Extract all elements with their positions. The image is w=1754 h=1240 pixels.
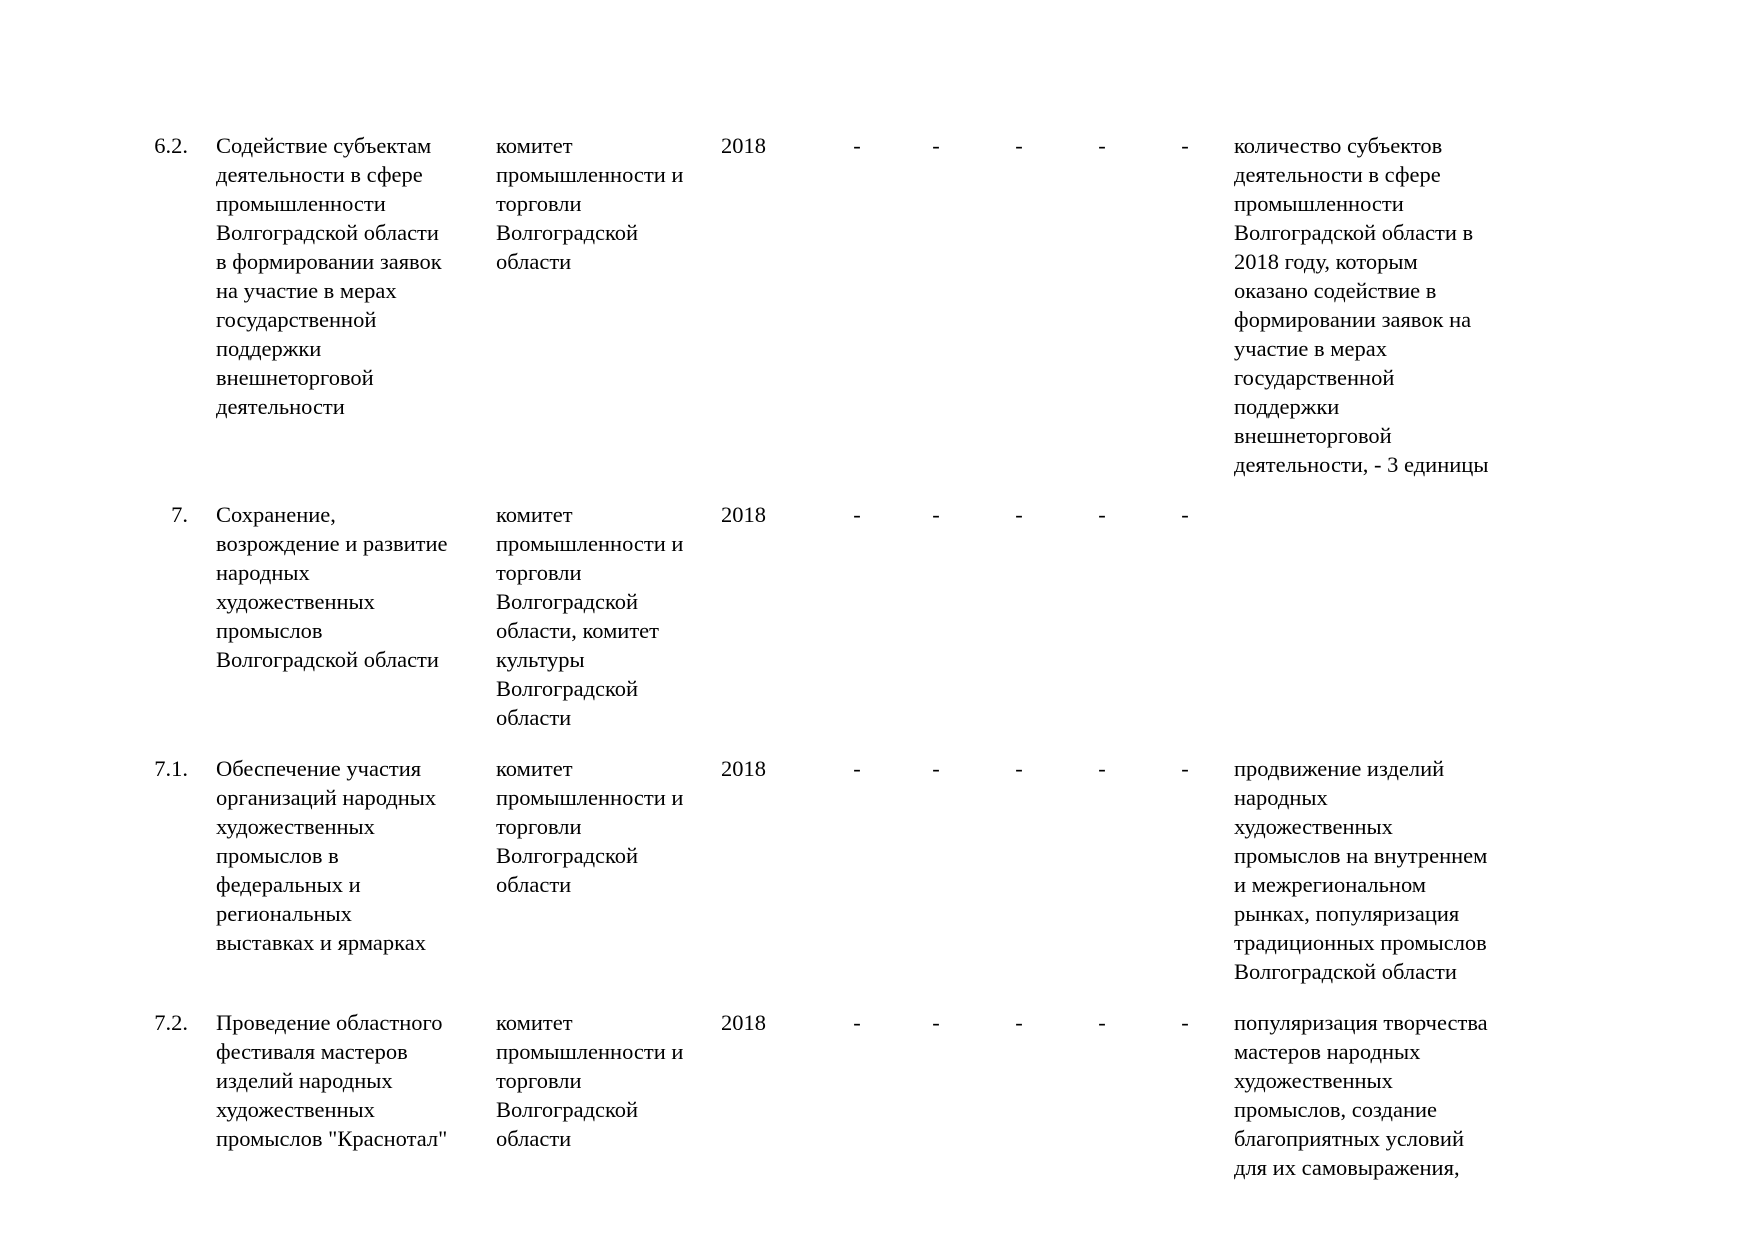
year: 2018 (721, 756, 766, 781)
responsible-organization: комитет промышленности и торговли Волгоградской области (496, 756, 684, 897)
funding-value: - (932, 1010, 940, 1035)
funding-value: - (932, 133, 940, 158)
item-number: 7. (171, 502, 188, 527)
item-number: 6.2. (154, 133, 188, 158)
funding-value: - (1015, 756, 1023, 781)
funding-value: - (1015, 1010, 1023, 1035)
funding-value: - (1015, 133, 1023, 158)
funding-value: - (1181, 756, 1189, 781)
item-number: 7.1. (154, 756, 188, 781)
item-name: Сохранение, возрождение и развитие народных художественных промыслов Волгоградской области (216, 502, 448, 672)
funding-value: - (1181, 1010, 1189, 1035)
funding-value: - (1098, 1010, 1106, 1035)
funding-value: - (853, 1010, 861, 1035)
funding-value: - (1098, 502, 1106, 527)
responsible-organization: комитет промышленности и торговли Волгоградской области, комитет культуры Волгоградской области (496, 502, 684, 730)
expected-result: популяризация творчества мастеров народных художественных промыслов, создание благоприятных условий для их самовыражения, (1234, 1010, 1488, 1180)
responsible-organization: комитет промышленности и торговли Волгоградской области (496, 1010, 684, 1151)
funding-value: - (853, 502, 861, 527)
funding-value: - (932, 502, 940, 527)
funding-value: - (1098, 133, 1106, 158)
item-name: Содействие субъектам деятельности в сфере промышленности Волгоградской области в формировании заявок на участие в мерах государственной поддержки внешнеторговой деятельности (216, 133, 442, 419)
funding-value: - (853, 133, 861, 158)
item-name: Обеспечение участия организаций народных художественных промыслов в федеральных и региональных выставках и ярмарках (216, 756, 437, 955)
funding-value: - (1015, 502, 1023, 527)
responsible-organization: комитет промышленности и торговли Волгоградской области (496, 133, 684, 274)
expected-result: продвижение изделий народных художественных промыслов на внутреннем и межрегиональном рынках, популяризация традиционных промыслов Волгоградской области (1234, 756, 1488, 984)
year: 2018 (721, 1010, 766, 1035)
funding-value: - (932, 756, 940, 781)
item-number: 7.2. (154, 1010, 188, 1035)
funding-value: - (853, 756, 861, 781)
funding-value: - (1098, 756, 1106, 781)
expected-result: количество субъектов деятельности в сфере промышленности Волгоградской области в 2018 году, которым оказано содействие в формировании заявок на участие в мерах государственной поддержки внешнеторговой деятельности, - 3 единицы (1234, 133, 1489, 477)
item-name: Проведение областного фестиваля мастеров изделий народных художественных промыслов "Краснотал" (216, 1010, 448, 1151)
year: 2018 (721, 133, 766, 158)
funding-value: - (1181, 133, 1189, 158)
year: 2018 (721, 502, 766, 527)
funding-value: - (1181, 502, 1189, 527)
